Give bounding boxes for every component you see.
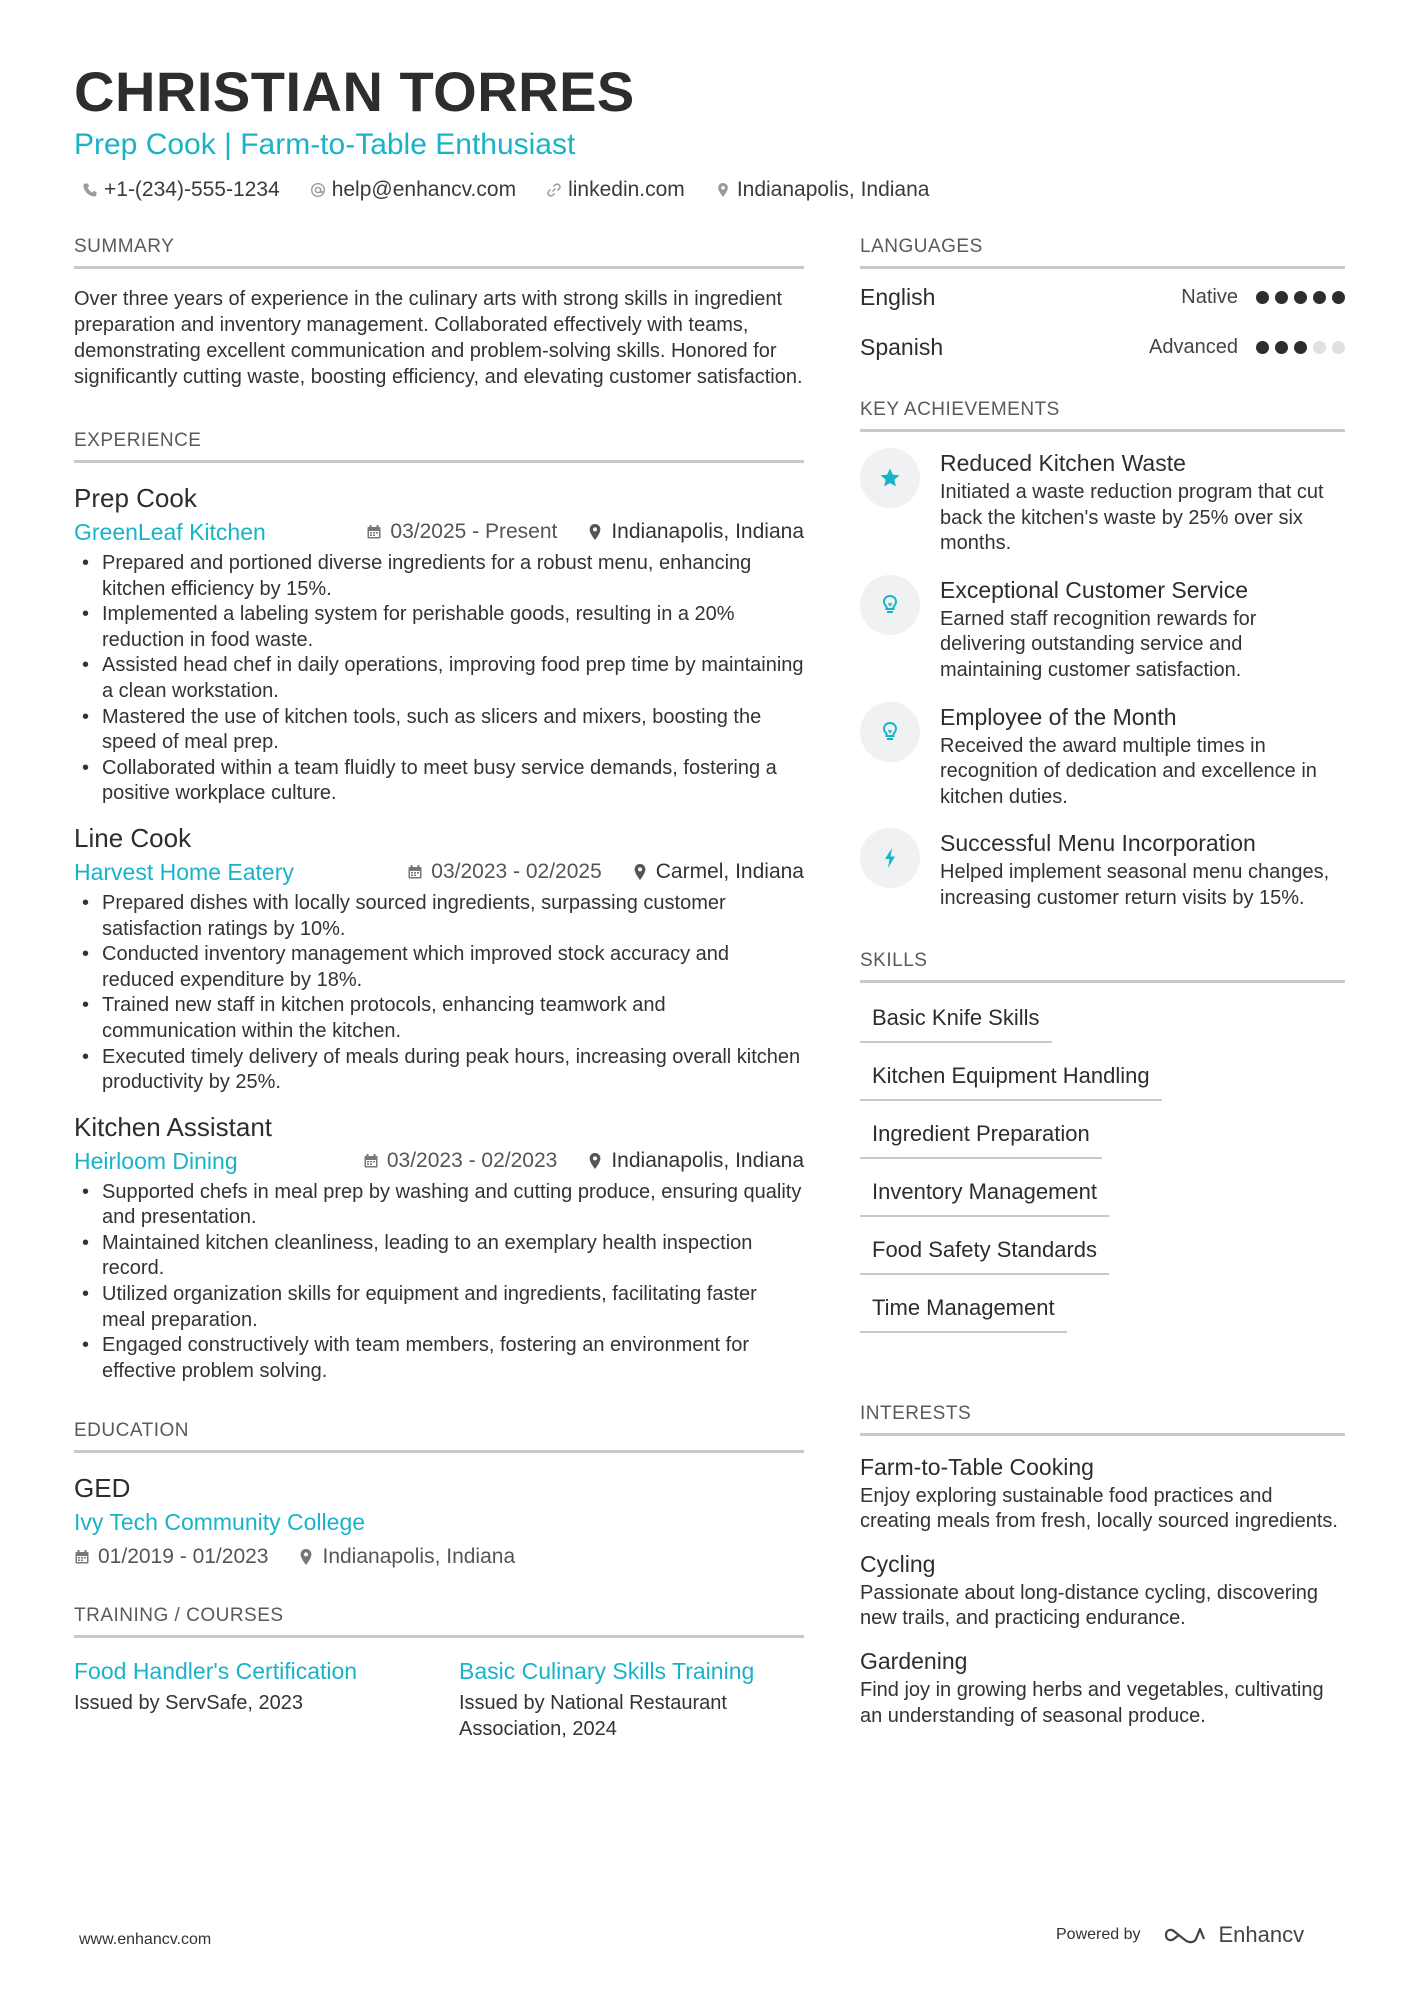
education-heading: EDUCATION (74, 1420, 804, 1453)
calendar-icon (407, 864, 423, 880)
lightning-icon (860, 828, 920, 888)
achievement-body (940, 575, 1345, 684)
achievement-desc: Initiated a waste reduction program that cut back the kitchen's waste by 25% over six months. (940, 481, 1324, 555)
job-title: Line Cook (74, 822, 192, 853)
interest-desc: Find joy in growing herbs and vegetables, cultivating an understanding of seasonal produce. (860, 1678, 1324, 1727)
skills-section (860, 950, 1345, 1343)
edu-meta (74, 1545, 804, 1569)
contact-email[interactable] (310, 178, 516, 202)
education-section (74, 1420, 804, 1569)
achievement-item (860, 448, 1345, 557)
job-meta (74, 857, 804, 887)
rating-dot-filled (1332, 291, 1345, 304)
bullet-item: • Trained new staff in kitchen protocols, enhancing teamwork and communication within the kitchen. (74, 993, 804, 1044)
languages-heading: LANGUAGES (860, 236, 1345, 269)
contact-location (715, 178, 930, 202)
job-dates-text: 03/2023 - 02/2023 (386, 1148, 558, 1172)
contact-bar (74, 178, 1344, 202)
location-text: Indianapolis, Indiana (736, 178, 930, 201)
interest-title: Cycling (860, 1550, 936, 1577)
interests-section (860, 1403, 1345, 1730)
course-list (74, 1656, 804, 1742)
company-name: Harvest Home Eatery (74, 858, 294, 885)
course-name: Basic Culinary Skills Training (459, 1658, 755, 1685)
interest-title: Farm-to-Table Cooking (860, 1453, 1094, 1480)
right-column (860, 236, 1345, 1769)
job-dates (407, 860, 601, 884)
summary-heading: SUMMARY (74, 236, 804, 269)
calendar-icon (363, 1153, 379, 1169)
job-entry (74, 481, 804, 807)
star-icon (860, 448, 920, 508)
location-pin-icon (632, 863, 648, 881)
bullet-item: • Prepared and portioned diverse ingredients for a robust menu, enhancing kitchen efficiency by 15%. (74, 551, 804, 602)
edu-school: Ivy Tech Community College (74, 1509, 366, 1536)
language-level: Native (1181, 285, 1238, 308)
achievement-title: Exceptional Customer Service (940, 576, 1249, 603)
achievement-desc: Received the award multiple times in recognition of dedication and excellence in kitchen duties. (940, 734, 1317, 808)
achievement-title: Reduced Kitchen Waste (940, 450, 1186, 476)
skill-tag: Food Safety Standards (860, 1227, 1109, 1275)
summary-section (74, 236, 804, 390)
edu-location-text: Indianapolis, Indiana (322, 1545, 516, 1569)
skill-tag: Ingredient Preparation (860, 1111, 1102, 1159)
interest-item (860, 1646, 1345, 1729)
footer-branding (1056, 1922, 1304, 1948)
rating-dot-filled (1313, 291, 1326, 304)
rating-dot-filled (1294, 291, 1307, 304)
rating-dot-filled (1275, 291, 1288, 304)
job-bullets (74, 551, 804, 807)
job-meta-right (407, 860, 804, 884)
language-name: Spanish (860, 333, 944, 360)
candidate-name: CHRISTIAN TORRES (74, 60, 635, 123)
achievement-item (860, 828, 1345, 911)
bullet-item: • Conducted inventory management which improved stock accuracy and reduced expenditure by 18%. (74, 942, 804, 993)
linkedin-text: linkedin.com (568, 178, 685, 201)
bullet-item: • Collaborated within a team fluidly to meet busy service demands, fostering a positive workplace culture. (74, 756, 804, 807)
language-proficiency (1149, 336, 1345, 359)
bullet-item: • Engaged constructively with team members, fostering an environment for effective problem solving. (74, 1333, 804, 1384)
interest-desc: Enjoy exploring sustainable food practices and creating meals from fresh, locally sourced ingredients. (860, 1484, 1338, 1533)
interest-item (860, 1452, 1345, 1535)
rating-dot-filled (1294, 341, 1307, 354)
company-name: GreenLeaf Kitchen (74, 519, 266, 545)
bullet-item: • Executed timely delivery of meals during peak hours, increasing overall kitchen productivity by 25%. (74, 1045, 804, 1096)
job-entry (74, 1110, 804, 1385)
job-dates (366, 520, 557, 544)
powered-by-label: Powered by (1056, 1926, 1141, 1943)
skill-tag: Kitchen Equipment Handling (860, 1053, 1162, 1101)
course-issuer: Issued by National Restaurant Association, 2024 (459, 1692, 727, 1741)
location-pin-icon (587, 523, 603, 541)
achievement-item (860, 702, 1345, 811)
course-name: Food Handler's Certification (74, 1658, 358, 1685)
edu-location (298, 1545, 515, 1569)
bullet-item: • Assisted head chef in daily operations, improving food prep time by maintaining a clean workstation. (74, 653, 804, 704)
bullet-item: • Supported chefs in meal prep by washing and cutting produce, ensuring quality and presentation. (74, 1180, 804, 1231)
candidate-title: Prep Cook | Farm-to-Table Enthusiast (74, 128, 576, 161)
phone-text: +1-(234)-555-1234 (104, 178, 280, 201)
bullet-item: • Utilized organization skills for equipment and ingredients, facilitating faster meal preparation. (74, 1282, 804, 1333)
contact-linkedin[interactable] (546, 178, 685, 202)
achievement-desc: Earned staff recognition rewards for delivering outstanding service and maintaining customer satisfaction. (940, 607, 1257, 681)
skills-heading: SKILLS (860, 950, 1345, 983)
job-bullets (74, 891, 804, 1096)
achievement-desc: Helped implement seasonal menu changes, increasing customer return visits by 15%. (940, 861, 1330, 909)
enhancv-logo-icon (1163, 1924, 1209, 1946)
rating-dot-empty (1313, 341, 1326, 354)
job-dates (363, 1149, 557, 1173)
location-pin-icon (587, 1152, 603, 1170)
languages-section (860, 236, 1345, 365)
location-pin-icon (298, 1548, 314, 1566)
job-dates-text: 03/2023 - 02/2025 (431, 859, 602, 883)
achievements-heading: KEY ACHIEVEMENTS (860, 399, 1345, 432)
interest-title: Gardening (860, 1647, 968, 1674)
lightbulb-icon (860, 575, 920, 635)
skill-list (860, 995, 1345, 1343)
job-location (632, 860, 804, 884)
rating-dots (1256, 341, 1345, 354)
resume-header (74, 60, 1344, 202)
job-location (587, 520, 804, 544)
edu-dates (74, 1545, 268, 1569)
job-location-text: Indianapolis, Indiana (611, 1148, 804, 1172)
bullet-item: • Maintained kitchen cleanliness, leading to an exemplary health inspection record. (74, 1231, 804, 1282)
job-location (587, 1149, 804, 1173)
achievement-body (940, 448, 1345, 557)
job-bullets (74, 1180, 804, 1385)
job-location-text: Carmel, Indiana (655, 859, 804, 883)
training-section (74, 1605, 804, 1742)
bullet-item: • Prepared dishes with locally sourced ingredients, surpassing customer satisfaction ratings by 10%. (74, 891, 804, 942)
rating-dot-filled (1256, 291, 1269, 304)
language-name: English (860, 283, 936, 310)
email-text: help@enhancv.com (331, 178, 517, 201)
brand-logo[interactable] (1163, 1922, 1305, 1948)
interest-desc: Passionate about long-distance cycling, discovering new trails, and practicing endurance. (860, 1581, 1319, 1630)
language-row (860, 279, 1345, 315)
interest-item (860, 1549, 1345, 1632)
achievement-title: Successful Menu Incorporation (940, 830, 1256, 857)
rating-dot-empty (1332, 341, 1345, 354)
job-title: Kitchen Assistant (74, 1111, 272, 1142)
left-column (74, 236, 804, 1782)
phone-icon (82, 182, 98, 198)
company-name: Heirloom Dining (74, 1147, 238, 1174)
language-proficiency (1181, 286, 1345, 309)
achievement-title: Employee of the Month (940, 703, 1177, 730)
at-icon (310, 182, 326, 198)
rating-dots (1256, 291, 1345, 304)
bullet-item: • Implemented a labeling system for perishable goods, resulting in a 20% reduction in food waste. (74, 602, 804, 653)
achievement-body (940, 828, 1345, 911)
achievement-item (860, 575, 1345, 684)
calendar-icon (366, 524, 382, 540)
rating-dot-filled (1275, 341, 1288, 354)
job-meta (74, 1146, 804, 1176)
edu-dates-text: 01/2019 - 01/2023 (98, 1545, 269, 1569)
job-location-text: Indianapolis, Indiana (611, 520, 804, 543)
course-item (459, 1656, 804, 1742)
job-title: Prep Cook (74, 483, 197, 513)
skill-tag: Time Management (860, 1285, 1067, 1333)
job-meta (74, 517, 804, 547)
skill-tag: Inventory Management (860, 1169, 1109, 1217)
achievement-body (940, 702, 1345, 811)
link-icon (546, 182, 562, 198)
contact-phone[interactable] (82, 178, 280, 202)
skill-tag: Basic Knife Skills (860, 995, 1052, 1043)
job-dates-text: 03/2025 - Present (390, 520, 558, 543)
language-row (860, 329, 1345, 365)
job-meta-right (366, 520, 804, 544)
interests-heading: INTERESTS (860, 1403, 1345, 1436)
language-level: Advanced (1149, 335, 1238, 358)
bullet-item: • Mastered the use of kitchen tools, such as slicers and mixers, boosting the speed of meal prep. (74, 705, 804, 756)
lightbulb-icon (860, 702, 920, 762)
training-heading: TRAINING / COURSES (74, 1605, 804, 1638)
summary-text: Over three years of experience in the culinary arts with strong skills in ingredient preparation and inventory management. Collaborated effectively with teams, demonstrating excellent communication and problem-solving skills. Honored for significantly cutting waste, boosting efficiency, and elevating customer satisfaction. (74, 288, 803, 388)
job-meta-right (363, 1149, 804, 1173)
achievements-section (860, 399, 1345, 912)
edu-degree: GED (74, 1473, 131, 1504)
rating-dot-filled (1256, 341, 1269, 354)
brand-name: Enhancv (1218, 1922, 1305, 1947)
location-pin-icon (715, 182, 731, 198)
course-item (74, 1656, 419, 1742)
footer-website[interactable]: www.enhancv.com (79, 1931, 212, 1948)
job-entry (74, 821, 804, 1096)
experience-heading: EXPERIENCE (74, 430, 804, 463)
calendar-icon (74, 1549, 90, 1565)
course-issuer: Issued by ServSafe, 2023 (74, 1692, 304, 1715)
experience-section (74, 430, 804, 1384)
